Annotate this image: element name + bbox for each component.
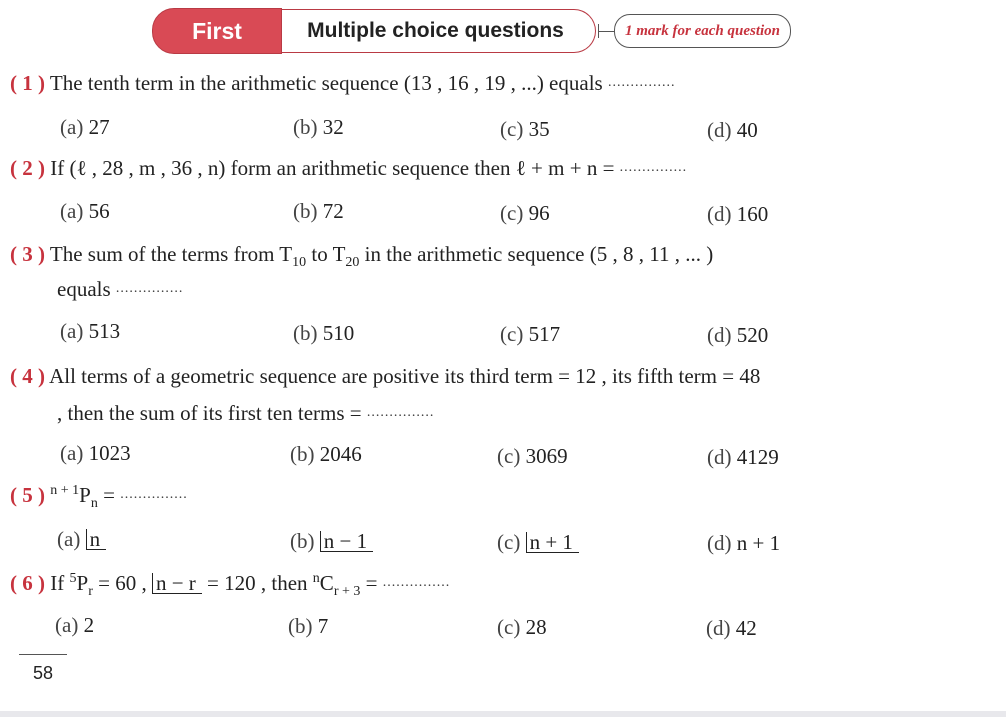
answer-blank: ...............	[366, 405, 435, 420]
option-c[interactable]: (c) 3069	[497, 444, 568, 468]
question-4	[10, 363, 760, 389]
option-d[interactable]: (d) n + 1	[707, 531, 781, 555]
question-text: If $^5P_r = 60$ , n − r = 120 , then $^nC_{r + 3}$ =	[50, 571, 378, 600]
question-number: ( 4 )	[10, 364, 45, 388]
option-a[interactable]: (a) n	[57, 526, 106, 552]
option-d[interactable]: (d) 42	[706, 616, 757, 640]
option-c[interactable]: (c) 517	[500, 322, 561, 346]
factorial-symbol: n − r	[152, 573, 202, 594]
question-5	[10, 478, 188, 517]
option-a[interactable]: (a) 513	[60, 319, 121, 343]
option-c[interactable]: (c) 35	[500, 117, 550, 141]
question-text: $^{n + 1}P_n$ =	[50, 483, 115, 512]
answer-blank: ...............	[619, 160, 688, 175]
question-text: The tenth term in the arithmetic sequence (13 , 16 , 19 , ...) equals	[49, 71, 603, 95]
option-c[interactable]: (c) 96	[500, 201, 550, 225]
option-d[interactable]: (d) 40	[707, 118, 758, 142]
marks-note: 1 mark for each question	[614, 14, 791, 48]
option-b[interactable]: (b) 2046	[290, 442, 362, 466]
option-b[interactable]: (b) 7	[288, 614, 329, 638]
question-3	[10, 241, 713, 276]
option-d[interactable]: (d) 160	[707, 202, 769, 226]
connector-line	[598, 23, 614, 39]
question-6	[10, 566, 450, 605]
option-b[interactable]: (b) 510	[293, 321, 355, 345]
question-number: ( 3 )	[10, 242, 45, 266]
answer-blank: ...............	[382, 575, 451, 590]
bottom-band	[0, 711, 1006, 717]
question-2	[10, 155, 687, 181]
option-b[interactable]: (b) 32	[293, 115, 344, 139]
factorial-symbol: n	[86, 529, 107, 550]
option-a[interactable]: (a) 27	[60, 115, 110, 139]
question-4-line-2: , then the sum of its first ten terms = ...............	[57, 401, 435, 425]
option-a[interactable]: (a) 56	[60, 199, 110, 223]
option-c[interactable]: (c) 28	[497, 615, 547, 639]
option-c[interactable]: (c) n + 1	[497, 529, 579, 555]
option-d[interactable]: (d) 520	[707, 323, 769, 347]
question-3-line-2: equals ...............	[57, 277, 184, 301]
question-number: ( 2 )	[10, 156, 45, 180]
option-b[interactable]: (b) n − 1	[290, 528, 373, 554]
option-a[interactable]: (a) 2	[55, 613, 95, 637]
factorial-symbol: n − 1	[320, 531, 373, 552]
section-label: First	[152, 8, 282, 54]
page-number: 58	[19, 654, 67, 684]
question-text: If (ℓ , 28 , m , 36 , n) form an arithmetic sequence then ℓ + m + n =	[50, 156, 615, 180]
option-a[interactable]: (a) 1023	[60, 441, 131, 465]
option-b[interactable]: (b) 72	[293, 199, 344, 223]
question-text: The sum of the terms from $T_{10}$ to $T_{20}$ in the arithmetic sequence (5 , 8 , 11 , ... )	[49, 242, 714, 271]
question-number: ( 6 )	[10, 571, 45, 595]
question-number: ( 5 )	[10, 483, 45, 507]
section-title: Multiple choice questions	[282, 9, 596, 53]
section-header	[152, 8, 791, 54]
factorial-symbol: n + 1	[526, 532, 579, 553]
answer-blank: ...............	[120, 487, 188, 502]
question-1	[10, 70, 675, 96]
answer-blank: ...............	[607, 75, 676, 90]
question-number: ( 1 )	[10, 71, 45, 95]
option-d[interactable]: (d) 4129	[707, 445, 779, 469]
answer-blank: ...............	[115, 281, 184, 296]
question-text: All terms of a geometric sequence are positive its third term = 12 , its fifth term = 48	[49, 364, 761, 388]
